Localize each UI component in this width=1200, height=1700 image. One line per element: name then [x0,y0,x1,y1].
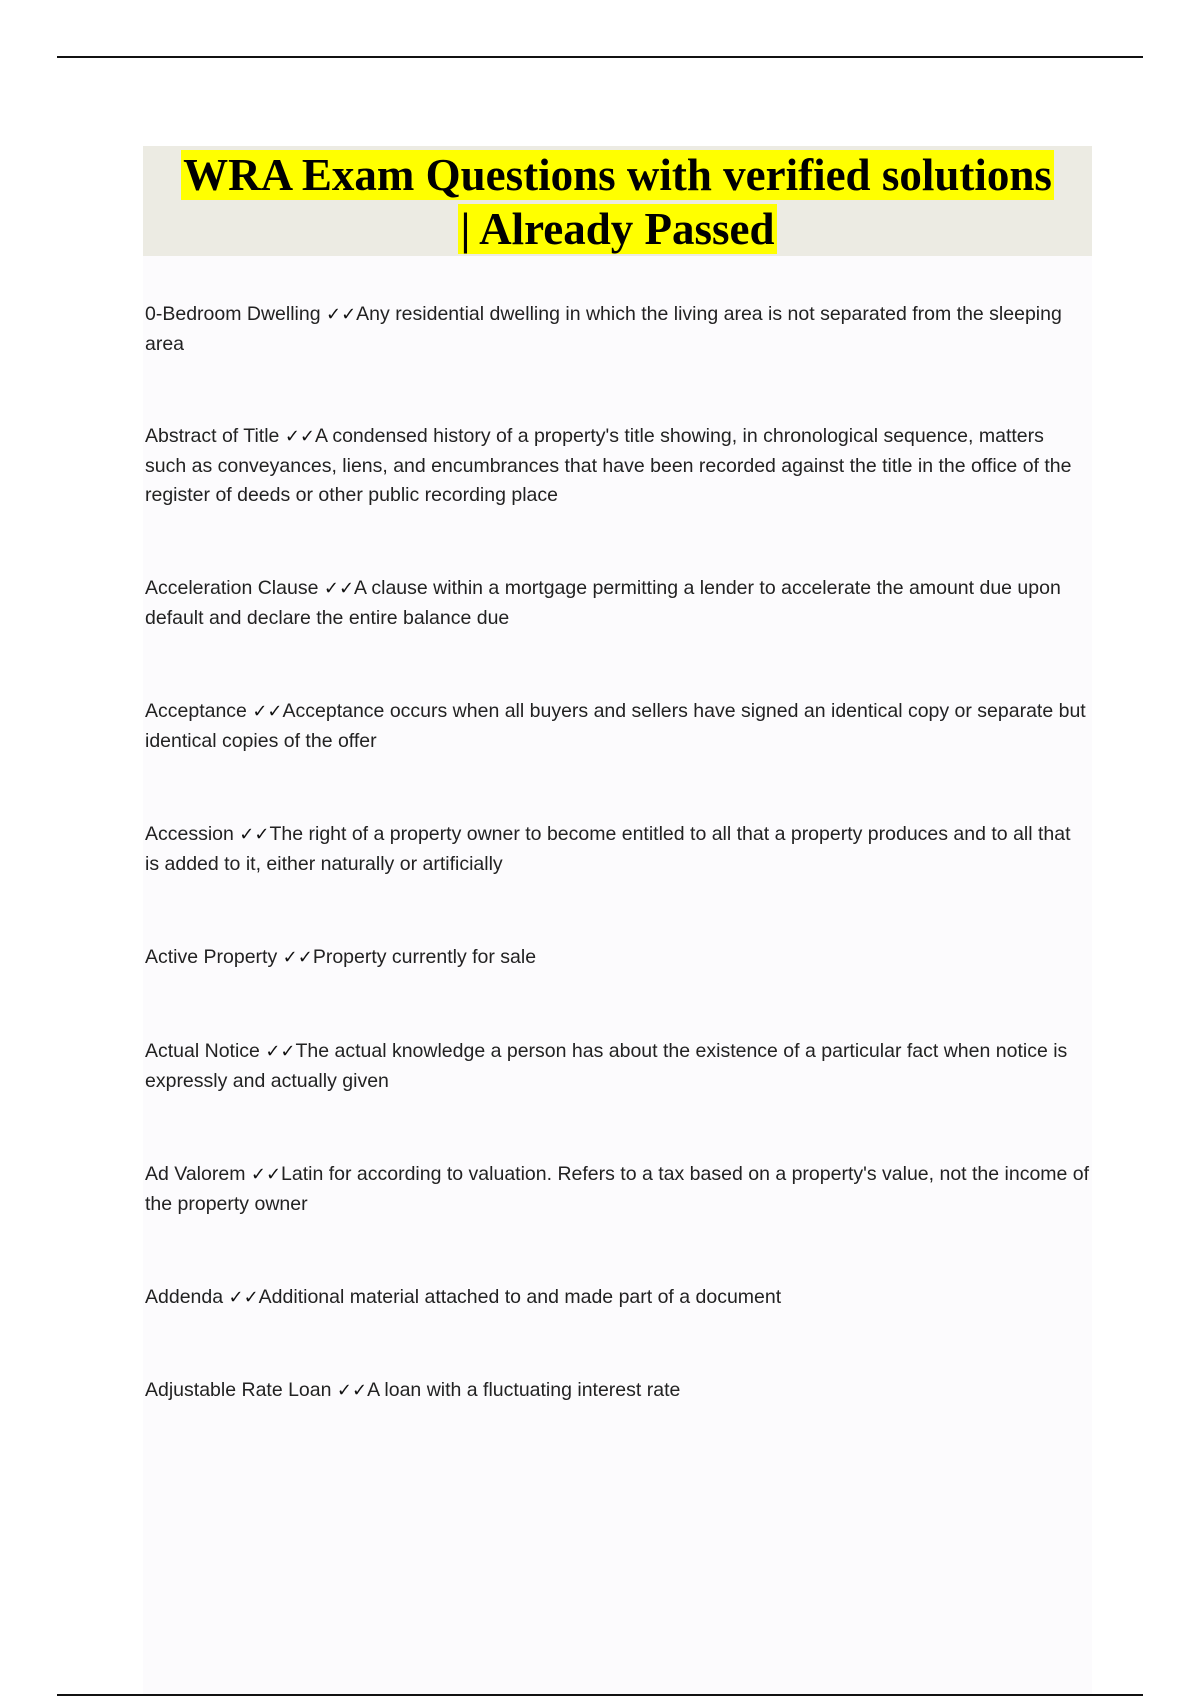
entry-definition: Any residential dwelling in which the living area is not separated from the sleeping area [145,303,1062,355]
entry-term: Addenda [145,1286,224,1308]
glossary-entry [145,574,1090,633]
entry-term: Adjustable Rate Loan [145,1379,332,1401]
title-line-2 [143,202,1092,256]
check-mark-icon: ✓✓ [323,578,355,599]
entry-definition: The actual knowledge a person has about the existence of a particular fact when notice is expressly and actually given [145,1040,1068,1092]
entry-definition: Property currently for sale [312,946,537,968]
entry-definition: A condensed history of a property's title showing, in chronological sequence, matters such as conveyances, liens, and encumbrances that have been recorded against the title in the office of the register of deeds or other public recording place [145,425,1072,506]
top-rule [57,56,1143,58]
content-area [143,146,1092,1694]
glossary-entry [145,697,1090,756]
glossary-entry [145,943,1090,973]
check-mark-icon: ✓✓ [336,1380,368,1401]
glossary-entry [145,300,1090,359]
check-mark-icon: ✓✓ [250,1164,282,1185]
glossary-entry [145,1283,1090,1313]
title-line-2-text: | Already Passed [460,204,775,254]
entry-definition: A clause within a mortgage permitting a lender to accelerate the amount due upon default and declare the entire balance due [145,577,1061,629]
entry-term: Accession [145,823,234,845]
document-title [143,146,1092,256]
entry-definition: A loan with a fluctuating interest rate [367,1379,681,1401]
check-mark-icon: ✓✓ [265,1041,296,1062]
title-line-1-text: WRA Exam Questions with verified solutions [183,150,1052,200]
entry-term: Active Property [145,946,278,968]
check-mark-icon: ✓✓ [284,426,315,447]
glossary-entry [145,1037,1090,1096]
check-mark-icon: ✓✓ [252,701,283,722]
check-mark-icon: ✓✓ [239,824,270,845]
entry-term: Ad Valorem [145,1163,246,1185]
entry-term: Acceleration Clause [145,577,319,599]
entry-term: Actual Notice [145,1040,260,1062]
glossary-entry [145,1376,1090,1406]
entry-definition: The right of a property owner to become entitled to all that a property produces and to all that is added to it, either naturally or artificially [145,823,1071,875]
entry-term: Acceptance [145,700,247,722]
bottom-rule [57,1694,1143,1696]
check-mark-icon: ✓✓ [228,1287,259,1308]
glossary-entry [145,422,1090,511]
check-mark-icon: ✓✓ [326,304,357,325]
glossary-entry [145,820,1090,879]
entry-definition: Additional material attached to and made part of a document [258,1286,782,1308]
title-line-1 [143,148,1092,202]
check-mark-icon: ✓✓ [282,947,313,968]
entry-term: 0-Bedroom Dwelling [145,303,321,325]
entry-definition: Acceptance occurs when all buyers and sellers have signed an identical copy or separate but identical copies of the offer [145,700,1086,752]
glossary-entry [145,1160,1090,1219]
entry-definition: Latin for according to valuation. Refers to a tax based on a property's value, not the income of the property owner [145,1163,1090,1215]
entry-term: Abstract of Title [145,425,280,447]
